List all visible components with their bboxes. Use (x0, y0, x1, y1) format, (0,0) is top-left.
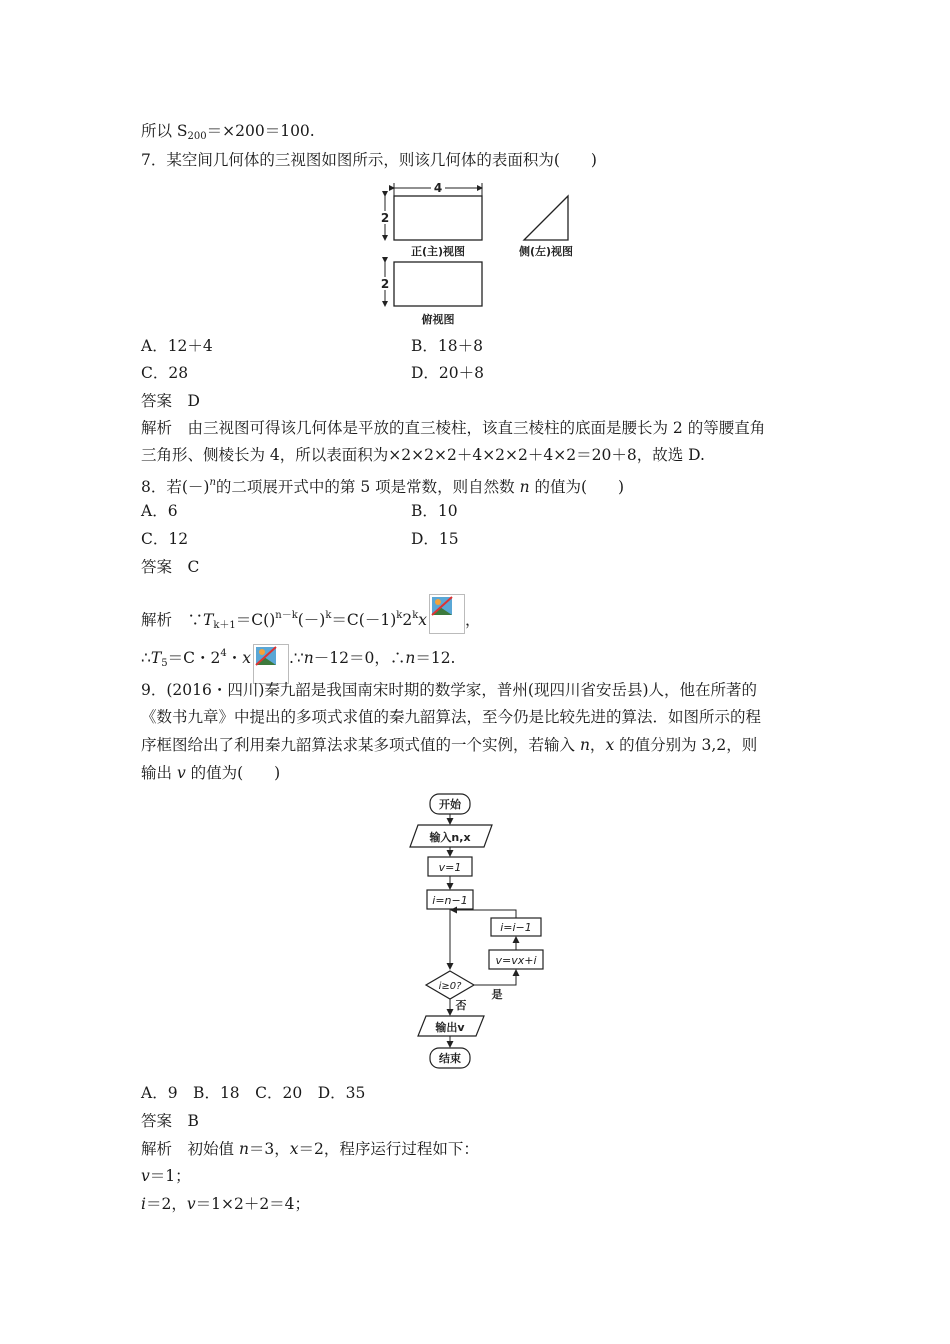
q8-option-c: C．12 (141, 530, 189, 548)
condition-label: i≥0? (438, 981, 462, 992)
broken-image-icon (253, 644, 289, 684)
q9-analysis-line1: 解析 初始值 n＝3，x＝2，程序运行过程如下： (141, 1140, 479, 1158)
flowchart (404, 790, 564, 1076)
q7-option-b: B．18＋8 (411, 337, 483, 355)
broken-image-icon (429, 594, 465, 634)
q7-option-a: A．12＋4 (141, 337, 213, 355)
q8-option-b: B．10 (411, 502, 458, 520)
question-8-stem: 8．若$(-)^n$的二项展开式中的第 5 项是常数，则自然数 n 的值为( ) (141, 477, 625, 496)
end-label: 结束 (439, 1052, 461, 1065)
question-9-line4: 输出 v 的值为( ) (141, 764, 281, 782)
q8-analysis-line1: 解析 $\because T_{k+1}=C()^{n-k}(-)^k=C(-1)^k2^kx$ ， (141, 594, 481, 636)
q7-option-c: C．28 (141, 364, 189, 382)
front-view-rect (394, 196, 482, 240)
i-init-label: i=n−1 (432, 894, 468, 907)
q8-analysis-line2: $\therefore T_5=C$・$2^4$・x .∵n－12＝0，∴n＝12. (141, 644, 455, 684)
s200-result-line: 所以 $S_{200}=\times 200=100$. (141, 122, 315, 142)
question-7-stem: 7．某空间几何体的三视图如图所示，则该几何体的表面积为( ) (141, 151, 597, 169)
question-9-line2: 《数书九章》中提出的多项式求值的秦九韶算法，至今仍是比较先进的算法．如图所示的程 (141, 708, 762, 726)
front-width-label: 4 (433, 181, 443, 195)
q7-option-d: D．20＋8 (411, 364, 485, 382)
top-height-label: 2 (380, 277, 390, 291)
three-view-figure (376, 178, 586, 330)
q9-analysis-line3: i＝2，v＝1×2＋2＝4； (141, 1195, 311, 1213)
q8-option-d: D．15 (411, 530, 459, 548)
side-view-caption: 侧(左)视图 (518, 245, 574, 258)
q7-analysis-line2: 三角形、侧棱长为 4，所以表面积为×2×2×2＋4×2×2＋4×2＝20＋8，故选 D. (141, 446, 705, 464)
no-label: 否 (455, 999, 467, 1012)
q9-answer: 答案 B (141, 1112, 199, 1130)
i-decrement-label: i=i−1 (500, 921, 532, 934)
front-height-label: 2 (380, 211, 390, 225)
q9-analysis-line2: v＝1； (141, 1167, 191, 1185)
question-9-line1: 9．(2016・四川)秦九韶是我国南宋时期的数学家，普州(现四川省安岳县)人，他在所著的 (141, 681, 757, 699)
front-view-caption: 正(主)视图 (410, 245, 466, 258)
top-view-caption: 俯视图 (421, 313, 455, 326)
start-label: 开始 (439, 798, 461, 811)
q7-analysis-line1: 解析 由三视图可得该几何体是平放的直三棱柱，该直三棱柱的底面是腰长为 2 的等腰直角 (141, 419, 766, 437)
q8-answer: 答案 C (141, 558, 200, 576)
v-init-label: v=1 (438, 861, 462, 874)
v-update-label: v=vx+i (495, 954, 537, 967)
q8-option-a: A．6 (141, 502, 178, 520)
yes-label: 是 (491, 988, 503, 1001)
question-9-line3: 序框图给出了利用秦九韶算法求某多项式值的一个实例，若输入 n，x 的值分别为 3,2，则 (141, 736, 758, 754)
q7-answer: 答案 D (141, 392, 200, 410)
top-view-rect (394, 262, 482, 306)
output-label: 输出v (435, 1021, 465, 1034)
side-view-triangle (524, 196, 568, 240)
q9-options: A．9 B．18 C．20 D．35 (141, 1084, 366, 1102)
input-label: 输入n,x (429, 831, 471, 844)
